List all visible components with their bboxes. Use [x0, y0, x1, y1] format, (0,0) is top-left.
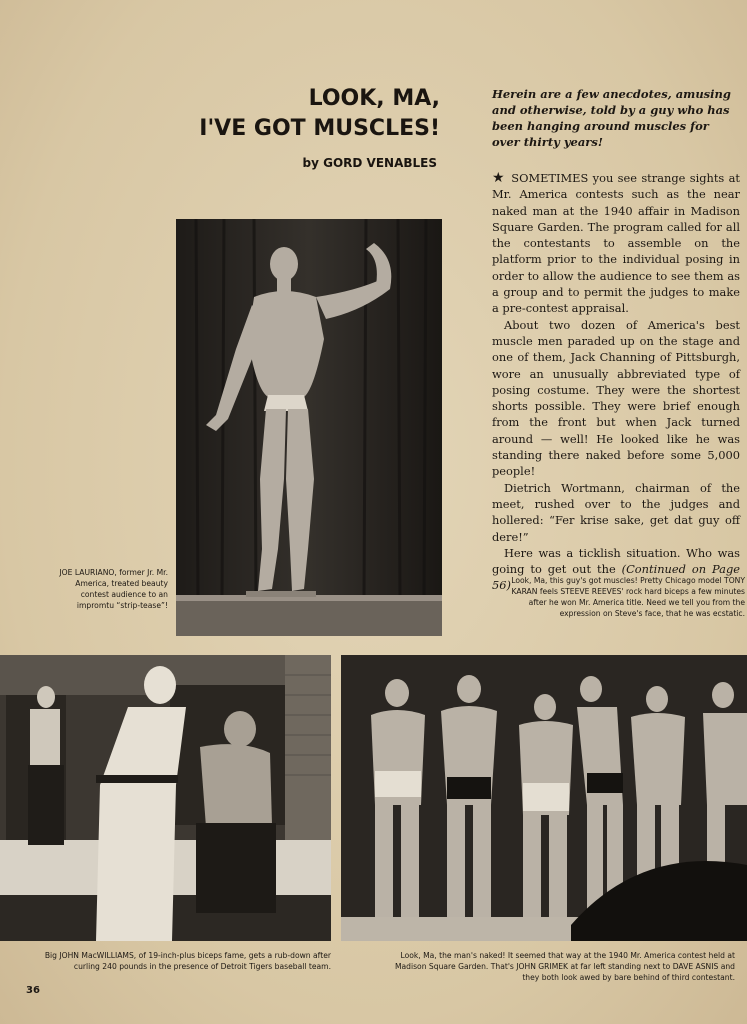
- title-line-2: I'VE GOT MUSCLES!: [199, 116, 440, 141]
- photo-locker-room: [0, 655, 331, 941]
- locker-room-image: [0, 655, 331, 941]
- star-icon: ★: [492, 170, 506, 186]
- byline: by GORD VENABLES: [302, 156, 437, 170]
- contestants-group-image: [341, 655, 747, 941]
- paragraph-2: About two dozen of America's best muscle men paraded up on the stage and one of them, Jack Channing of Pittsburgh, wore an unusually abbreviated type of posing costume. They were the shortest shorts possible. They were brief enough from the front but when Jack turned around — well! He looked like he was standing there naked before some 5,000 people!: [492, 317, 740, 479]
- caption-naked: Look, Ma, the man's naked! It seemed that way at the 1940 Mr. America contest held at Madison Square Garden. That's JOHN GRIMEK at far left standing next to DAVE ASNIS and they both look awed by bare behind of third contestant.: [394, 951, 735, 982]
- paragraph-4-text: Here was a ticklish situation. Who was going to get out the: [492, 545, 740, 577]
- photo-bodybuilder-stage: [176, 219, 442, 636]
- page-number: 36: [26, 985, 40, 996]
- article-body: [492, 170, 740, 594]
- caption-macwilliams: Big JOHN MacWILLIAMS, of 19-inch-plus biceps fame, gets a rub-down after curling 240 pounds in the presence of Detroit Tigers baseball team.: [44, 951, 331, 971]
- bodybuilder-stage-image: [176, 219, 442, 636]
- caption-lauriano: JOE LAURIANO, former Jr. Mr. America, treated beauty contest audience to an impromtu “strip-tease”!: [59, 568, 168, 610]
- continued-note: (Continued on Page 56): [492, 562, 740, 593]
- intro-text: Herein are a few anecdotes, amusing and otherwise, told by a guy who has been hanging around muscles for over thirty years!: [492, 87, 731, 149]
- caption-karan: Look, Ma, this guy's got muscles! Pretty Chicago model TONY KARAN feels STEEVE REEVES' rock hard biceps a few minutes after he won Mr. America title. Need we tell you from the expression on Steve's face, that he was ecstatic.: [511, 576, 745, 618]
- paragraph-1: [492, 170, 740, 317]
- photo-contestants-group: [341, 655, 747, 941]
- paragraph-3: Dietrich Wortmann, chairman of the meet, rushed over to the judges and hollered: “Fer krise sake, get dat guy off dere!”: [492, 480, 740, 544]
- title-line-1: LOOK, MA,: [308, 86, 440, 111]
- article-title: [170, 84, 440, 144]
- paragraph-1-text: SOMETIMES you see strange sights at Mr. America contests such as the near naked man at the 1940 affair in Madison Square Garden. The program called for all the contestants to assemble on the platform prior to the individual posing in order to allow the audience to see them as a group and to permit the judges to make a pre-contest appraisal.: [492, 171, 740, 316]
